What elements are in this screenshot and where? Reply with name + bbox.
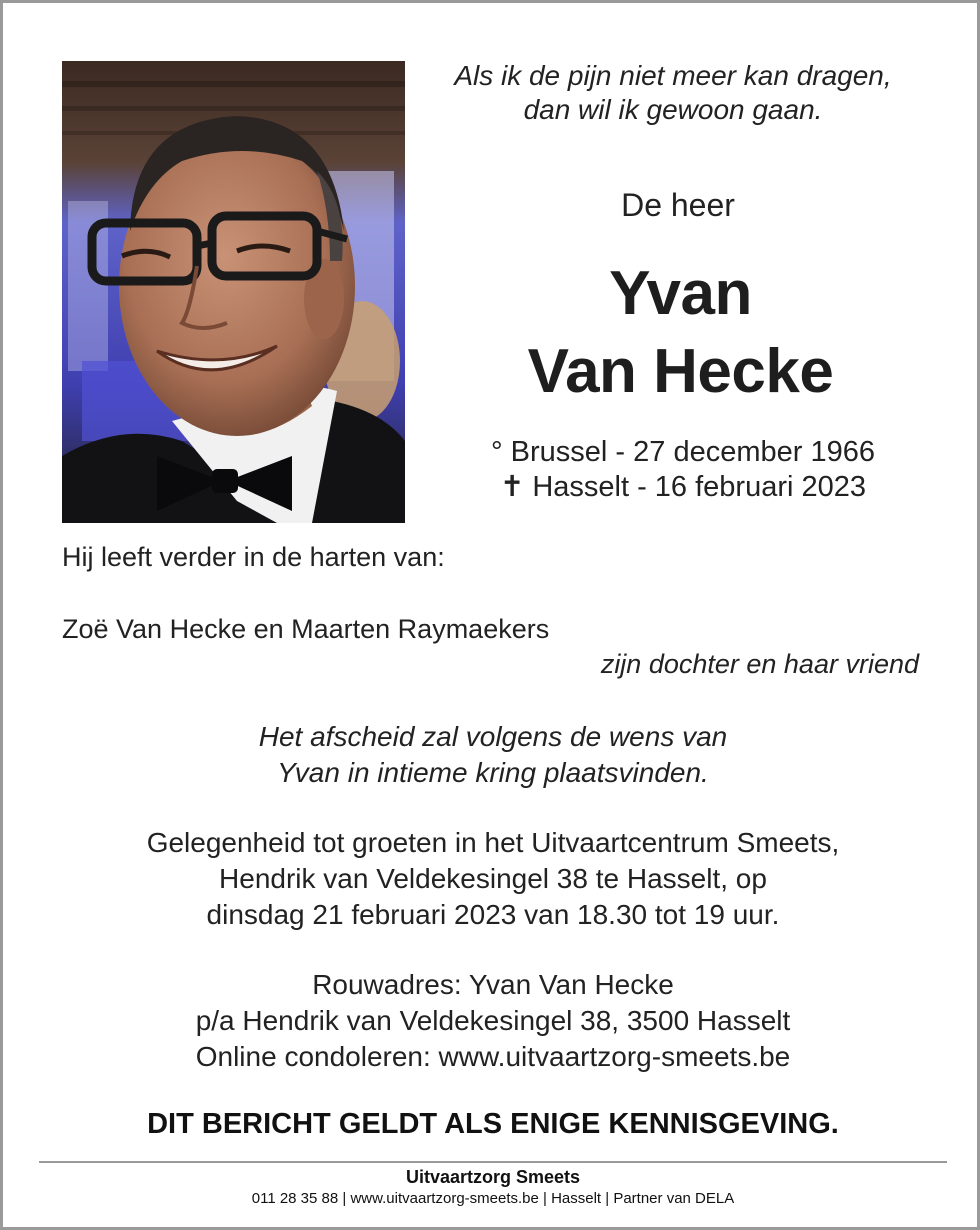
portrait-icon [62, 61, 405, 523]
birth-date: ° Brussel - 27 december 1966 [491, 436, 875, 468]
visitation-line-3: dinsdag 21 februari 2023 van 18.30 tot 19 uur. [206, 899, 780, 930]
address-line-1: Rouwadres: Yvan Van Hecke [312, 969, 674, 1000]
address-line-2: p/a Hendrik van Veldekesingel 38, 3500 Hasselt [195, 1005, 791, 1036]
deceased-name [413, 255, 948, 411]
funeral-home-contact: 011 28 35 88 | www.uitvaartzorg-smeets.be | Hasselt | Partner van DELA [251, 1190, 735, 1207]
farewell-line-1: Het afscheid zal volgens de wens van [258, 721, 728, 752]
survivors-intro: Hij leeft verder in de harten van: [62, 542, 445, 572]
visitation-line-2: Hendrik van Veldekesingel 38 te Hasselt, op [219, 863, 767, 894]
death-date: ✝ Hasselt - 16 februari 2023 [499, 471, 867, 503]
visitation-info [43, 825, 943, 933]
life-dates [423, 435, 943, 505]
deceased-first-name: Yvan [609, 259, 752, 328]
funeral-home-name: Uitvaartzorg Smeets [405, 1167, 581, 1187]
portrait-photo [62, 61, 405, 523]
salutation: De heer [621, 187, 735, 223]
farewell-line-2: Yvan in intieme kring plaatsvinden. [277, 757, 709, 788]
quote-line-2: dan wil ik gewoon gaan. [523, 94, 823, 125]
survivor-relation: zijn dochter en haar vriend [600, 649, 919, 679]
footer-divider [39, 1161, 947, 1163]
quote-line-1: Als ik de pijn niet meer kan dragen, [454, 60, 892, 91]
deceased-last-name: Van Hecke [527, 337, 834, 406]
mourning-address [43, 967, 943, 1075]
farewell-text [43, 719, 943, 791]
sole-notice: DIT BERICHT GELDT ALS ENIGE KENNISGEVING. [147, 1108, 839, 1140]
survivor-name: Zoë Van Hecke en Maarten Raymaekers [62, 614, 550, 644]
condolence-link[interactable]: Online condoleren: www.uitvaartzorg-smeets.be [195, 1041, 791, 1072]
opening-quote [413, 59, 933, 127]
visitation-line-1: Gelegenheid tot groeten in het Uitvaartcentrum Smeets, [146, 827, 840, 858]
